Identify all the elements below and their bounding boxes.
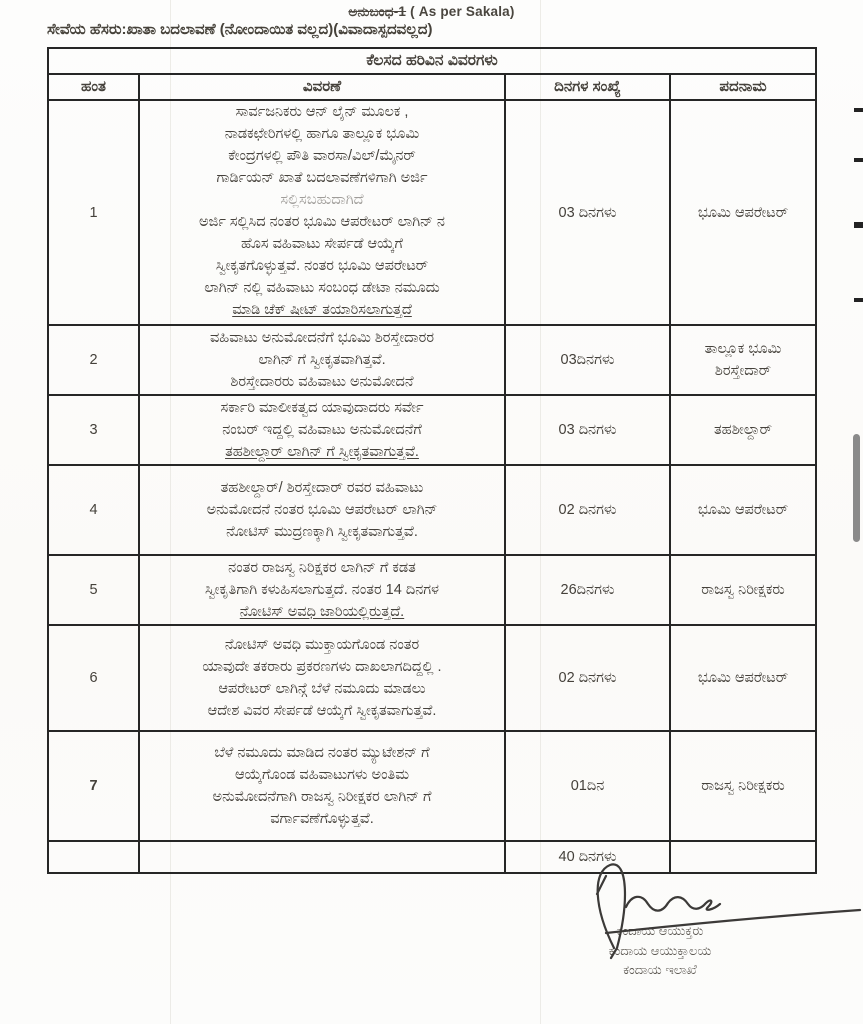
description-line: ಮಾಡಿ ಚೆಕ್ ಷೀಟ್ ತಯಾರಿಸಲಾಗುತ್ತದೆ (232, 302, 412, 318)
scan-artifact (854, 222, 863, 228)
designation-line: ಭೂಮಿ ಆಪರೇಟರ್ (697, 502, 789, 518)
designation-line: ರಾಜಸ್ವ ನಿರೀಕ್ಷಕರು (701, 582, 785, 598)
description-line: ತಹಶೀಲ್ದಾರ್/ ಶಿರಸ್ತೇದಾರ್ ರವರ ವಹಿವಾಟು (220, 480, 424, 496)
description-line: ಬೆಳೆ ನಮೂದು ಮಾಡಿದ ನಂತರ ಮ್ಯುಟೇಶನ್ ಗೆ (214, 745, 430, 761)
description-line: ನೋಟಿಸ್ ಅವಧಿ ಜಾರಿಯಲ್ಲಿರುತ್ತದೆ. (239, 604, 405, 620)
description-line: ಸ್ವೀಕೃತಿಗಾಗಿ ಕಳುಹಿಸಲಾಗುತ್ತದೆ. ನಂತರ 14 ದಿನಗಳ (205, 582, 439, 598)
description-cell (140, 396, 506, 464)
stage-cell: 6 (49, 626, 140, 730)
designation-line: ಶಿರಸ್ತೇದಾರ್ (714, 363, 772, 379)
table-row (49, 464, 815, 554)
stage-cell: 7 (49, 732, 140, 840)
table-row (49, 730, 815, 840)
designation-line: ಭೂಮಿ ಆಪರೇಟರ್ (697, 670, 789, 686)
description-line: ಅರ್ಜಿ ಸಲ್ಲಿಸಿದ ನಂತರ ಭೂಮಿ ಆಪರೇಟರ್ ಲಾಗಿನ್ ನ (199, 214, 445, 230)
description-line: ನೋಟಿಸ್ ಮುದ್ರಣಕ್ಕಾಗಿ ಸ್ವೀಕೃತವಾಗುತ್ತವೆ. (226, 524, 418, 540)
description-line: ಸ್ವೀಕೃತಗೊಳ್ಳುತ್ತವೆ. ನಂತರ ಭೂಮಿ ಆಪರೇಟರ್ (215, 258, 429, 274)
description-line: ಶಿರಸ್ತೇದಾರರು ವಹಿವಾಟು ಅನುಮೋದನೆ (230, 374, 414, 390)
annexure-heading (0, 4, 863, 20)
table-body (49, 99, 815, 840)
description-line: ಯಾವುದೇ ತಕರಾರು ಪ್ರಕರಣಗಳು ದಾಖಲಾಗದಿದ್ದಲ್ಲಿ . (202, 659, 442, 675)
description-line: ಲಾಗಿನ್ ಗೆ ಸ್ವೀಕೃತವಾಗಿತ್ತವೆ. (258, 352, 386, 368)
designation-cell (671, 556, 815, 624)
designation-line: ಭೂಮಿ ಆಪರೇಟರ್ (697, 204, 789, 221)
table-title-row (49, 49, 815, 73)
description-line: ಗಾರ್ಡಿಯನ್ ಖಾತೆ ಬದಲಾವಣೆಗಳಿಗಾಗಿ ಅರ್ಜಿ (216, 170, 428, 186)
description-cell (140, 556, 506, 624)
annexure-number-struck: ಅನುಬಂಧ-1 (348, 4, 407, 19)
stage-cell: 5 (49, 556, 140, 624)
days-cell: 02 ದಿನಗಳು (506, 626, 671, 730)
table-row (49, 554, 815, 624)
scrollbar-thumb[interactable] (853, 434, 860, 542)
column-header-description: ವಿವರಣೆ (140, 75, 506, 99)
stage-cell (49, 842, 140, 872)
column-header-stage: ಹಂತ (49, 75, 140, 99)
description-line: ಸರ್ಕಾರಿ ಮಾಲೀಕತ್ವದ ಯಾವುದಾದರು ಸರ್ವೇ (220, 400, 424, 416)
description-line: ನೋಟಿಸ್ ಅವಧಿ ಮುಕ್ತಾಯಗೊಂಡ ನಂತರ (224, 637, 420, 653)
stage-cell: 4 (49, 466, 140, 554)
description-cell (140, 842, 506, 872)
days-cell: 26ದಿನಗಳು (506, 556, 671, 624)
description-line: ಆಪರೇಟರ್ ಲಾಗಿನ್ಗೆ ಬೆಳೆ ನಮೂದು ಮಾಡಲು (218, 681, 426, 697)
description-cell (140, 101, 506, 324)
signature-block (577, 921, 743, 980)
total-days-cell: 40 ದಿನಗಳು (506, 842, 671, 872)
table-row (49, 99, 815, 324)
description-line: ವಹಿವಾಟು ಅನುಮೋದನೆಗೆ ಭೂಮಿ ಶಿರಸ್ತೇದಾರರ (210, 330, 434, 346)
column-header-designation: ಪದನಾಮ (719, 78, 767, 95)
scan-artifact (854, 108, 863, 112)
description-line: ನಾಡಕಛೇರಿಗಳಲ್ಲಿ ಹಾಗೂ ತಾಲ್ಲೂಕ ಭೂಮಿ (224, 126, 420, 142)
designation-cell (671, 326, 815, 394)
designation-cell (671, 842, 815, 872)
signatory-department: ಕಂದಾಯ ಇಲಾಖೆ (623, 962, 697, 977)
table-row (49, 324, 815, 394)
designation-cell (671, 466, 815, 554)
designation-cell (671, 626, 815, 730)
description-line: ಸಲ್ಲಿಸಬಹುದಾಗಿದೆ (280, 192, 364, 208)
description-line: ಕೇಂದ್ರಗಳಲ್ಲಿ ಪೌತಿ ವಾರಸಾ/ವಿಲ್/ಮೈನರ್ (228, 148, 416, 164)
table-header-row (49, 73, 815, 99)
column-header-days: ದಿನಗಳ ಸಂಖ್ಯೆ (506, 75, 671, 99)
annexure-suffix: ( As per Sakala) (410, 4, 515, 19)
scan-artifact (854, 158, 863, 162)
days-cell: 03 ದಿನಗಳು (506, 101, 671, 324)
description-cell (140, 626, 506, 730)
description-line: ಆಯ್ಕೆಗೊಂಡ ವಹಿವಾಟುಗಳು ಅಂತಿಮ (234, 767, 409, 783)
designation-cell (671, 732, 815, 840)
scan-artifact (854, 298, 863, 302)
description-line: ತಹಶೀಲ್ದಾರ್ ಲಾಗಿನ್ ಗೆ ಸ್ವೀಕೃತವಾಗುತ್ತವೆ. (225, 444, 419, 460)
description-line: ಲಾಗಿನ್ ನಲ್ಲಿ ವಹಿವಾಟು ಸಂಬಂಧ ಡೇಟಾ ನಮೂದು (204, 280, 440, 296)
designation-cell (671, 101, 815, 324)
days-cell: 03ದಿನಗಳು (506, 326, 671, 394)
table-total-row (49, 840, 815, 872)
designation-line: ತಹಶೀಲ್ದಾರ್ (713, 422, 773, 438)
description-line: ಅನುಮೋದನೆಗಾಗಿ ರಾಜಸ್ವ ನಿರೀಕ್ಷಕರ ಲಾಗಿನ್ ಗೆ (212, 789, 432, 805)
description-cell (140, 466, 506, 554)
stage-cell: 1 (49, 101, 140, 324)
description-line: ನಂತರ ರಾಜಸ್ವ ನಿರಿಕ್ಷಕರ ಲಾಗಿನ್ ಗೆ ಕಡತ (228, 560, 416, 576)
description-line: ಸಾರ್ವಜನಿಕರು ಆನ್ ಲೈನ್ ಮೂಲಕ , (235, 104, 409, 120)
days-cell: 03 ದಿನಗಳು (506, 396, 671, 464)
stage-cell: 2 (49, 326, 140, 394)
days-cell: 01ದಿನ (506, 732, 671, 840)
table-row (49, 624, 815, 730)
description-cell (140, 732, 506, 840)
description-line: ನಂಬರ್ ಇದ್ದಲ್ಲಿ ವಹಿವಾಟು ಅನುಮೋದನೆಗೆ (222, 422, 422, 438)
stage-cell: 3 (49, 396, 140, 464)
workflow-table (47, 47, 817, 874)
description-line: ವರ್ಗಾವಣೆಗೊಳ್ಳುತ್ತವೆ. (270, 811, 374, 827)
signatory-office: ಕಂದಾಯ ಆಯುಕ್ತಾಲಯ (608, 942, 712, 958)
designation-line: ತಾಲ್ಲೂಕ ಭೂಮಿ (704, 341, 782, 357)
designation-cell (671, 396, 815, 464)
description-line: ಅನುಮೋದನೆ ನಂತರ ಭೂಮಿ ಆಪರೇಟರ್ ಲಾಗಿನ್ (206, 502, 438, 518)
designation-line: ರಾಜಸ್ವ ನಿರೀಕ್ಷಕರು (701, 778, 785, 794)
signatory-title: ಕಂದಾಯ ಆಯುಕ್ತರು (616, 923, 704, 938)
description-line: ಆದೇಶ ವಿವರ ಸೇರ್ಪಡೆ ಆಯ್ಕೆಗೆ ಸ್ವೀಕೃತವಾಗುತ್ತವೆ. (207, 703, 437, 719)
description-cell (140, 326, 506, 394)
table-row (49, 394, 815, 464)
description-line: ಹೊಸ ವಹಿವಾಟು ಸೇರ್ಪಡೆ ಆಯ್ಕೆಗೆ (240, 236, 403, 252)
service-name-line: ಸೇವೆಯ ಹೆಸರು:ಖಾತಾ ಬದಲಾವಣೆ (ನೋಂದಾಯಿತ ವಲ್ಲದ)(ವಿವಾದಾಸ್ಪದವಲ್ಲದ) (47, 21, 433, 38)
days-cell: 02 ದಿನಗಳು (506, 466, 671, 554)
table-title: ಕೆಲಸದ ಹರಿವಿನ ವಿವರಗಳು (366, 52, 498, 69)
